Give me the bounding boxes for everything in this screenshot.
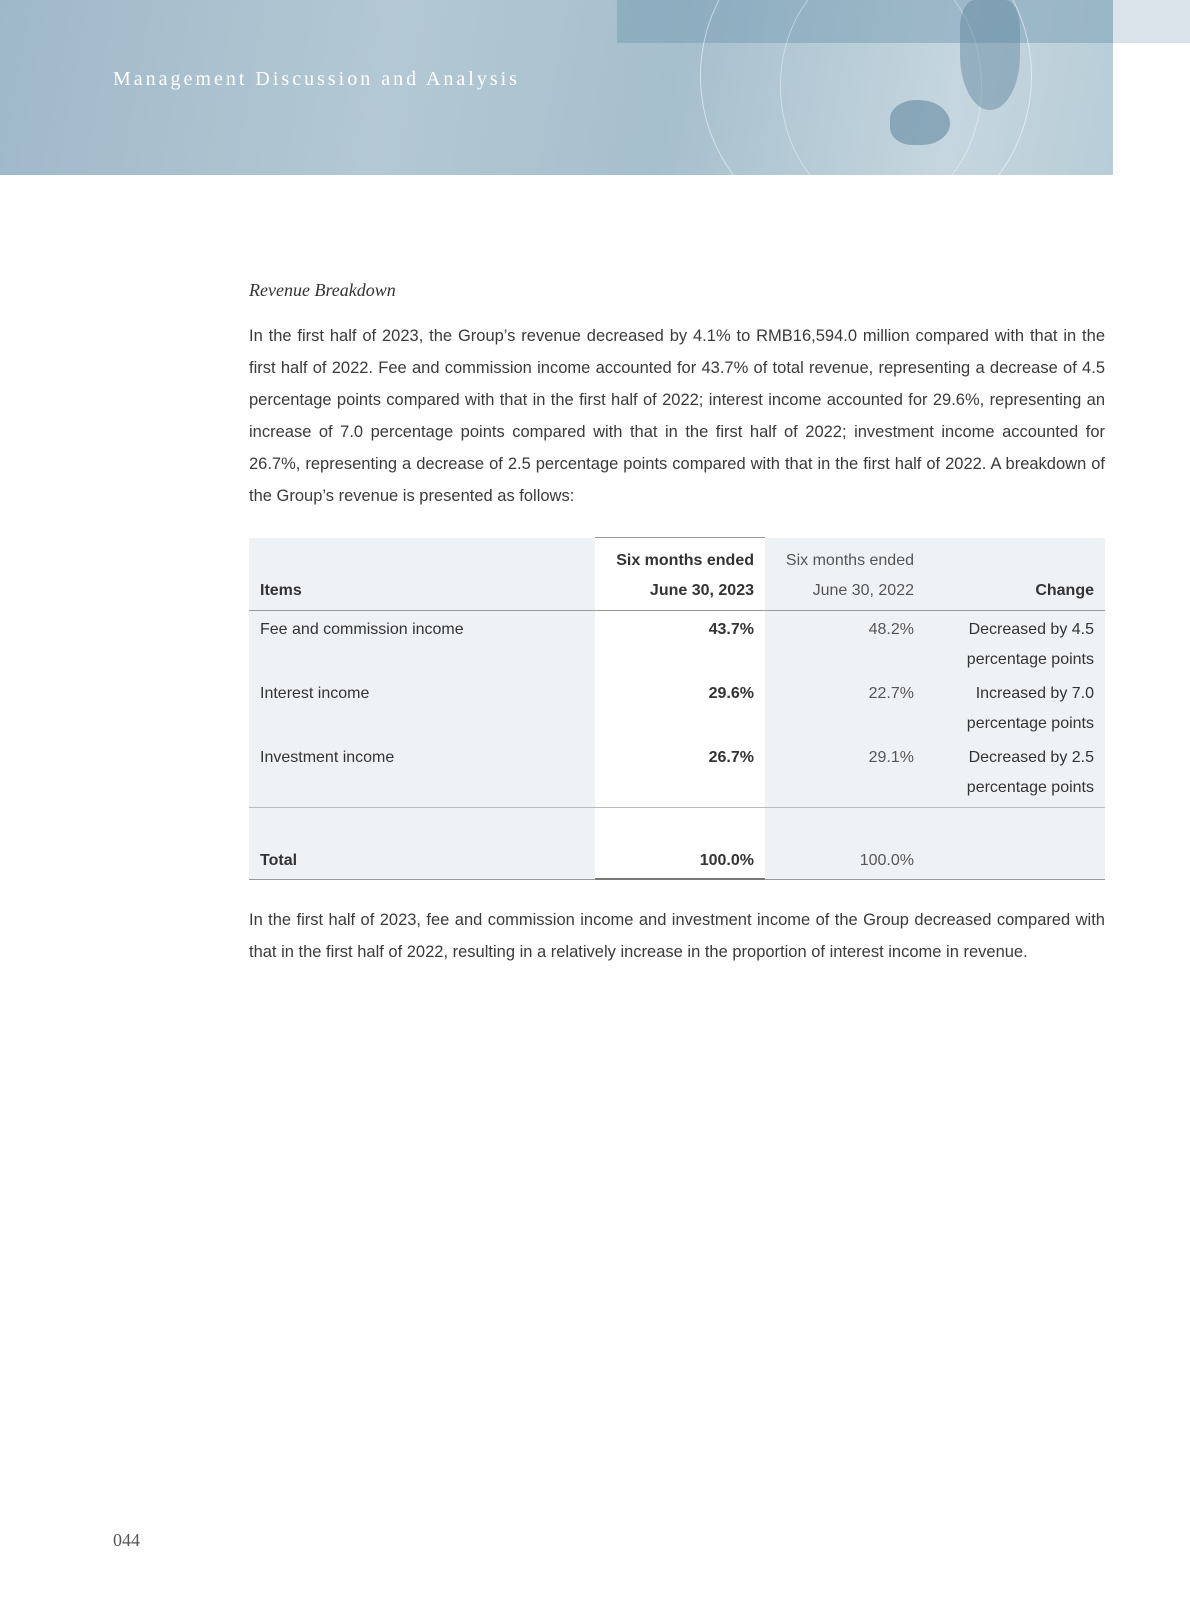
row-change xyxy=(925,675,1105,739)
row-2023: 43.7% xyxy=(595,611,765,676)
header-change xyxy=(925,538,1105,611)
row-change xyxy=(925,739,1105,808)
table-row xyxy=(249,739,1105,808)
conclusion-paragraph: In the first half of 2023, fee and commission income and investment income of the Group decreased compared with that in the first half of 2022, resulting in a relatively increase in the proportion of interest income in revenue. xyxy=(249,911,1105,961)
table-row xyxy=(249,675,1105,739)
banner-corner xyxy=(1113,0,1190,43)
row-item: Fee and commission income xyxy=(249,611,595,676)
total-row xyxy=(249,808,1105,880)
total-2023: 100.0% xyxy=(595,808,765,880)
row-2022: 22.7% xyxy=(765,675,925,739)
row-2023: 26.7% xyxy=(595,739,765,808)
header-items-label: Items xyxy=(260,581,302,599)
globe-meridian xyxy=(780,0,982,175)
globe-landmass xyxy=(890,100,950,145)
page-number: 044 xyxy=(113,1530,140,1550)
change-line1: Decreased by 4.5 xyxy=(968,621,1094,638)
total-2022: 100.0% xyxy=(765,808,925,880)
header-2022 xyxy=(765,538,925,611)
intro-paragraph: In the first half of 2023, the Group’s revenue decreased by 4.1% to RMB16,594.0 million compared with that in the first half of 2022. Fee and commission income accounted for 43.7% of total revenue, representing a decrease of 4.5 percentage points compared with that in the first half of 2022; interest income accounted for 29.6%, representing an increase of 7.0 percentage points compared with that in the first half of 2022; investment income accounted for 26.7%, representing a decrease of 2.5 percentage points compared with that in the first half of 2022. A breakdown of the Group’s revenue is presented as follows: xyxy=(249,327,1105,505)
change-line1: Decreased by 2.5 xyxy=(968,749,1094,766)
change-line2: percentage points xyxy=(966,779,1094,796)
header-2023-line2: June 30, 2023 xyxy=(649,582,754,599)
total-change xyxy=(925,808,1105,880)
table-header-row xyxy=(249,538,1105,611)
row-item: Investment income xyxy=(249,739,595,808)
row-change xyxy=(925,611,1105,676)
section-header-title: Management Discussion and Analysis xyxy=(113,68,520,90)
row-item: Interest income xyxy=(249,675,595,739)
row-2022: 29.1% xyxy=(765,739,925,808)
header-2023-line1: Six months ended xyxy=(616,552,754,569)
change-line2: percentage points xyxy=(966,651,1094,668)
total-label: Total xyxy=(249,808,595,880)
row-2023: 29.6% xyxy=(595,675,765,739)
header-2022-line2: June 30, 2022 xyxy=(812,581,914,599)
header-items xyxy=(249,538,595,611)
header-2023 xyxy=(595,538,765,611)
globe-landmass xyxy=(960,0,1020,110)
header-2022-line1: Six months ended xyxy=(785,551,914,569)
row-2022: 48.2% xyxy=(765,611,925,676)
table-row xyxy=(249,611,1105,676)
section-title: Revenue Breakdown xyxy=(249,280,396,300)
change-line1: Increased by 7.0 xyxy=(975,685,1094,702)
revenue-breakdown-table xyxy=(249,537,1105,880)
header-change-label: Change xyxy=(1035,581,1094,599)
change-line2: percentage points xyxy=(966,715,1094,732)
